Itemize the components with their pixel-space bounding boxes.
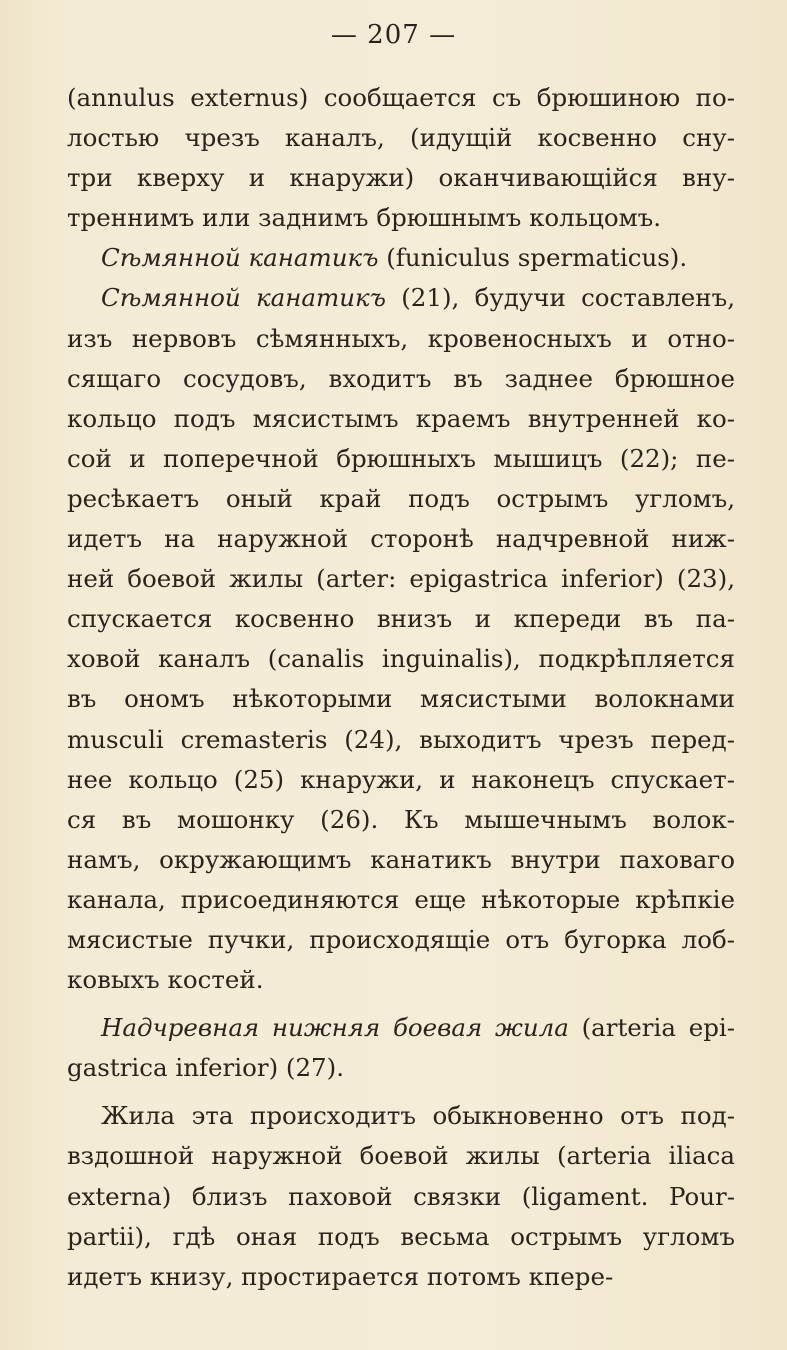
text-line bbox=[67, 720, 735, 760]
text-line bbox=[67, 1096, 735, 1136]
line-text: (funiculus spermaticus). bbox=[378, 243, 688, 273]
line-text: вздошной наружной боевой жилы (arteria iliaca bbox=[67, 1141, 735, 1171]
line-text: мясистые пучки, происходящіе отъ бугорка лоб- bbox=[67, 924, 735, 954]
line-text: ховой каналъ (canalis inguinalis), подкрѣпляется bbox=[67, 644, 735, 674]
text-line bbox=[67, 840, 735, 880]
page-number: — 207 — bbox=[330, 20, 457, 50]
line-text: musculi cremasteris (24), выходитъ чрезъ перед- bbox=[67, 724, 735, 754]
text-line bbox=[67, 1217, 735, 1257]
line-text: кольцо подъ мясистымъ краемъ внутренней ко- bbox=[67, 403, 735, 433]
text-line bbox=[67, 1008, 735, 1048]
line-text: ресѣкаетъ оный край подъ острымъ угломъ, bbox=[67, 483, 735, 513]
text-line bbox=[67, 158, 735, 198]
line-text: ней боевой жилы (arter: epigastrica inferior) (23), bbox=[67, 564, 735, 594]
line-text: (annulus externus) сообщается съ брюшиною по- bbox=[67, 83, 735, 112]
italic-heading-text: Надчревная нижняя боевая жила bbox=[101, 1013, 569, 1043]
text-line bbox=[67, 760, 735, 800]
text-line bbox=[67, 198, 735, 238]
text-line bbox=[67, 880, 735, 920]
line-text: (arteria epi- bbox=[568, 1013, 735, 1043]
italic-heading-text: Сѣмянной канатикъ bbox=[101, 243, 379, 273]
text-line bbox=[67, 479, 735, 519]
text-line bbox=[67, 1048, 735, 1088]
text-line bbox=[67, 319, 735, 359]
line-text: канала, присоединяются еще нѣкоторые крѣпкіе bbox=[67, 884, 735, 914]
text-line bbox=[67, 679, 735, 719]
italic-heading-text: Сѣмянной канатикъ bbox=[101, 283, 386, 313]
line-text: три кверху и кнаружи) оканчивающійся вну- bbox=[67, 163, 735, 193]
line-text: externa) близъ паховой связки (ligament. Pour- bbox=[67, 1181, 735, 1211]
line-text: partii), гдѣ оная подъ весьма острымъ угломъ bbox=[67, 1221, 735, 1251]
line-text: Жила эта происходитъ обыкновенно отъ под- bbox=[101, 1101, 735, 1131]
text-line bbox=[67, 920, 735, 960]
line-text: (21), будучи составленъ, bbox=[385, 283, 735, 313]
line-text: сой и поперечной брюшныхъ мышицъ (22); пе- bbox=[67, 443, 735, 473]
line-text: лостью чрезъ каналъ, (идущій косвенно сну- bbox=[67, 123, 735, 153]
line-text: изъ нервовъ сѣмянныхъ, кровеносныхъ и отно- bbox=[67, 323, 735, 353]
text-line bbox=[67, 1136, 735, 1176]
line-text: треннимъ или заднимъ брюшнымъ кольцомъ. bbox=[67, 203, 662, 233]
text-line bbox=[67, 800, 735, 840]
line-text: идетъ на наружной сторонѣ надчревной ниж- bbox=[67, 524, 735, 554]
text-line bbox=[67, 118, 735, 158]
line-text: ся въ мошонку (26). Къ мышечнымъ волок- bbox=[67, 804, 735, 834]
text-line bbox=[67, 78, 735, 118]
text-line bbox=[67, 599, 735, 639]
line-text: въ ономъ нѣкоторыми мясистыми волокнами bbox=[67, 684, 735, 714]
text-line bbox=[67, 960, 735, 1000]
line-text: намъ, окружающимъ канатикъ внутри паховаго bbox=[67, 844, 735, 874]
text-line bbox=[67, 439, 735, 479]
line-text: ковыхъ костей. bbox=[67, 965, 264, 995]
text-line bbox=[67, 1177, 735, 1217]
line-text: сящаго сосудовъ, входитъ въ заднее брюшное bbox=[67, 363, 735, 393]
line-text: спускается косвенно внизъ и кпереди въ па- bbox=[67, 604, 735, 634]
text-body bbox=[67, 78, 735, 1297]
line-text: идетъ книзу, простирается потомъ кпере- bbox=[67, 1261, 614, 1291]
text-line bbox=[67, 519, 735, 559]
line-text: нее кольцо (25) кнаружи, и наконецъ спускает- bbox=[67, 764, 735, 794]
text-line bbox=[67, 278, 735, 318]
text-line bbox=[67, 1257, 735, 1297]
line-text: gastrica inferior) (27). bbox=[67, 1053, 344, 1083]
text-line bbox=[67, 359, 735, 399]
text-line bbox=[67, 639, 735, 679]
text-line bbox=[67, 238, 735, 278]
text-line bbox=[67, 399, 735, 439]
text-line bbox=[67, 559, 735, 599]
